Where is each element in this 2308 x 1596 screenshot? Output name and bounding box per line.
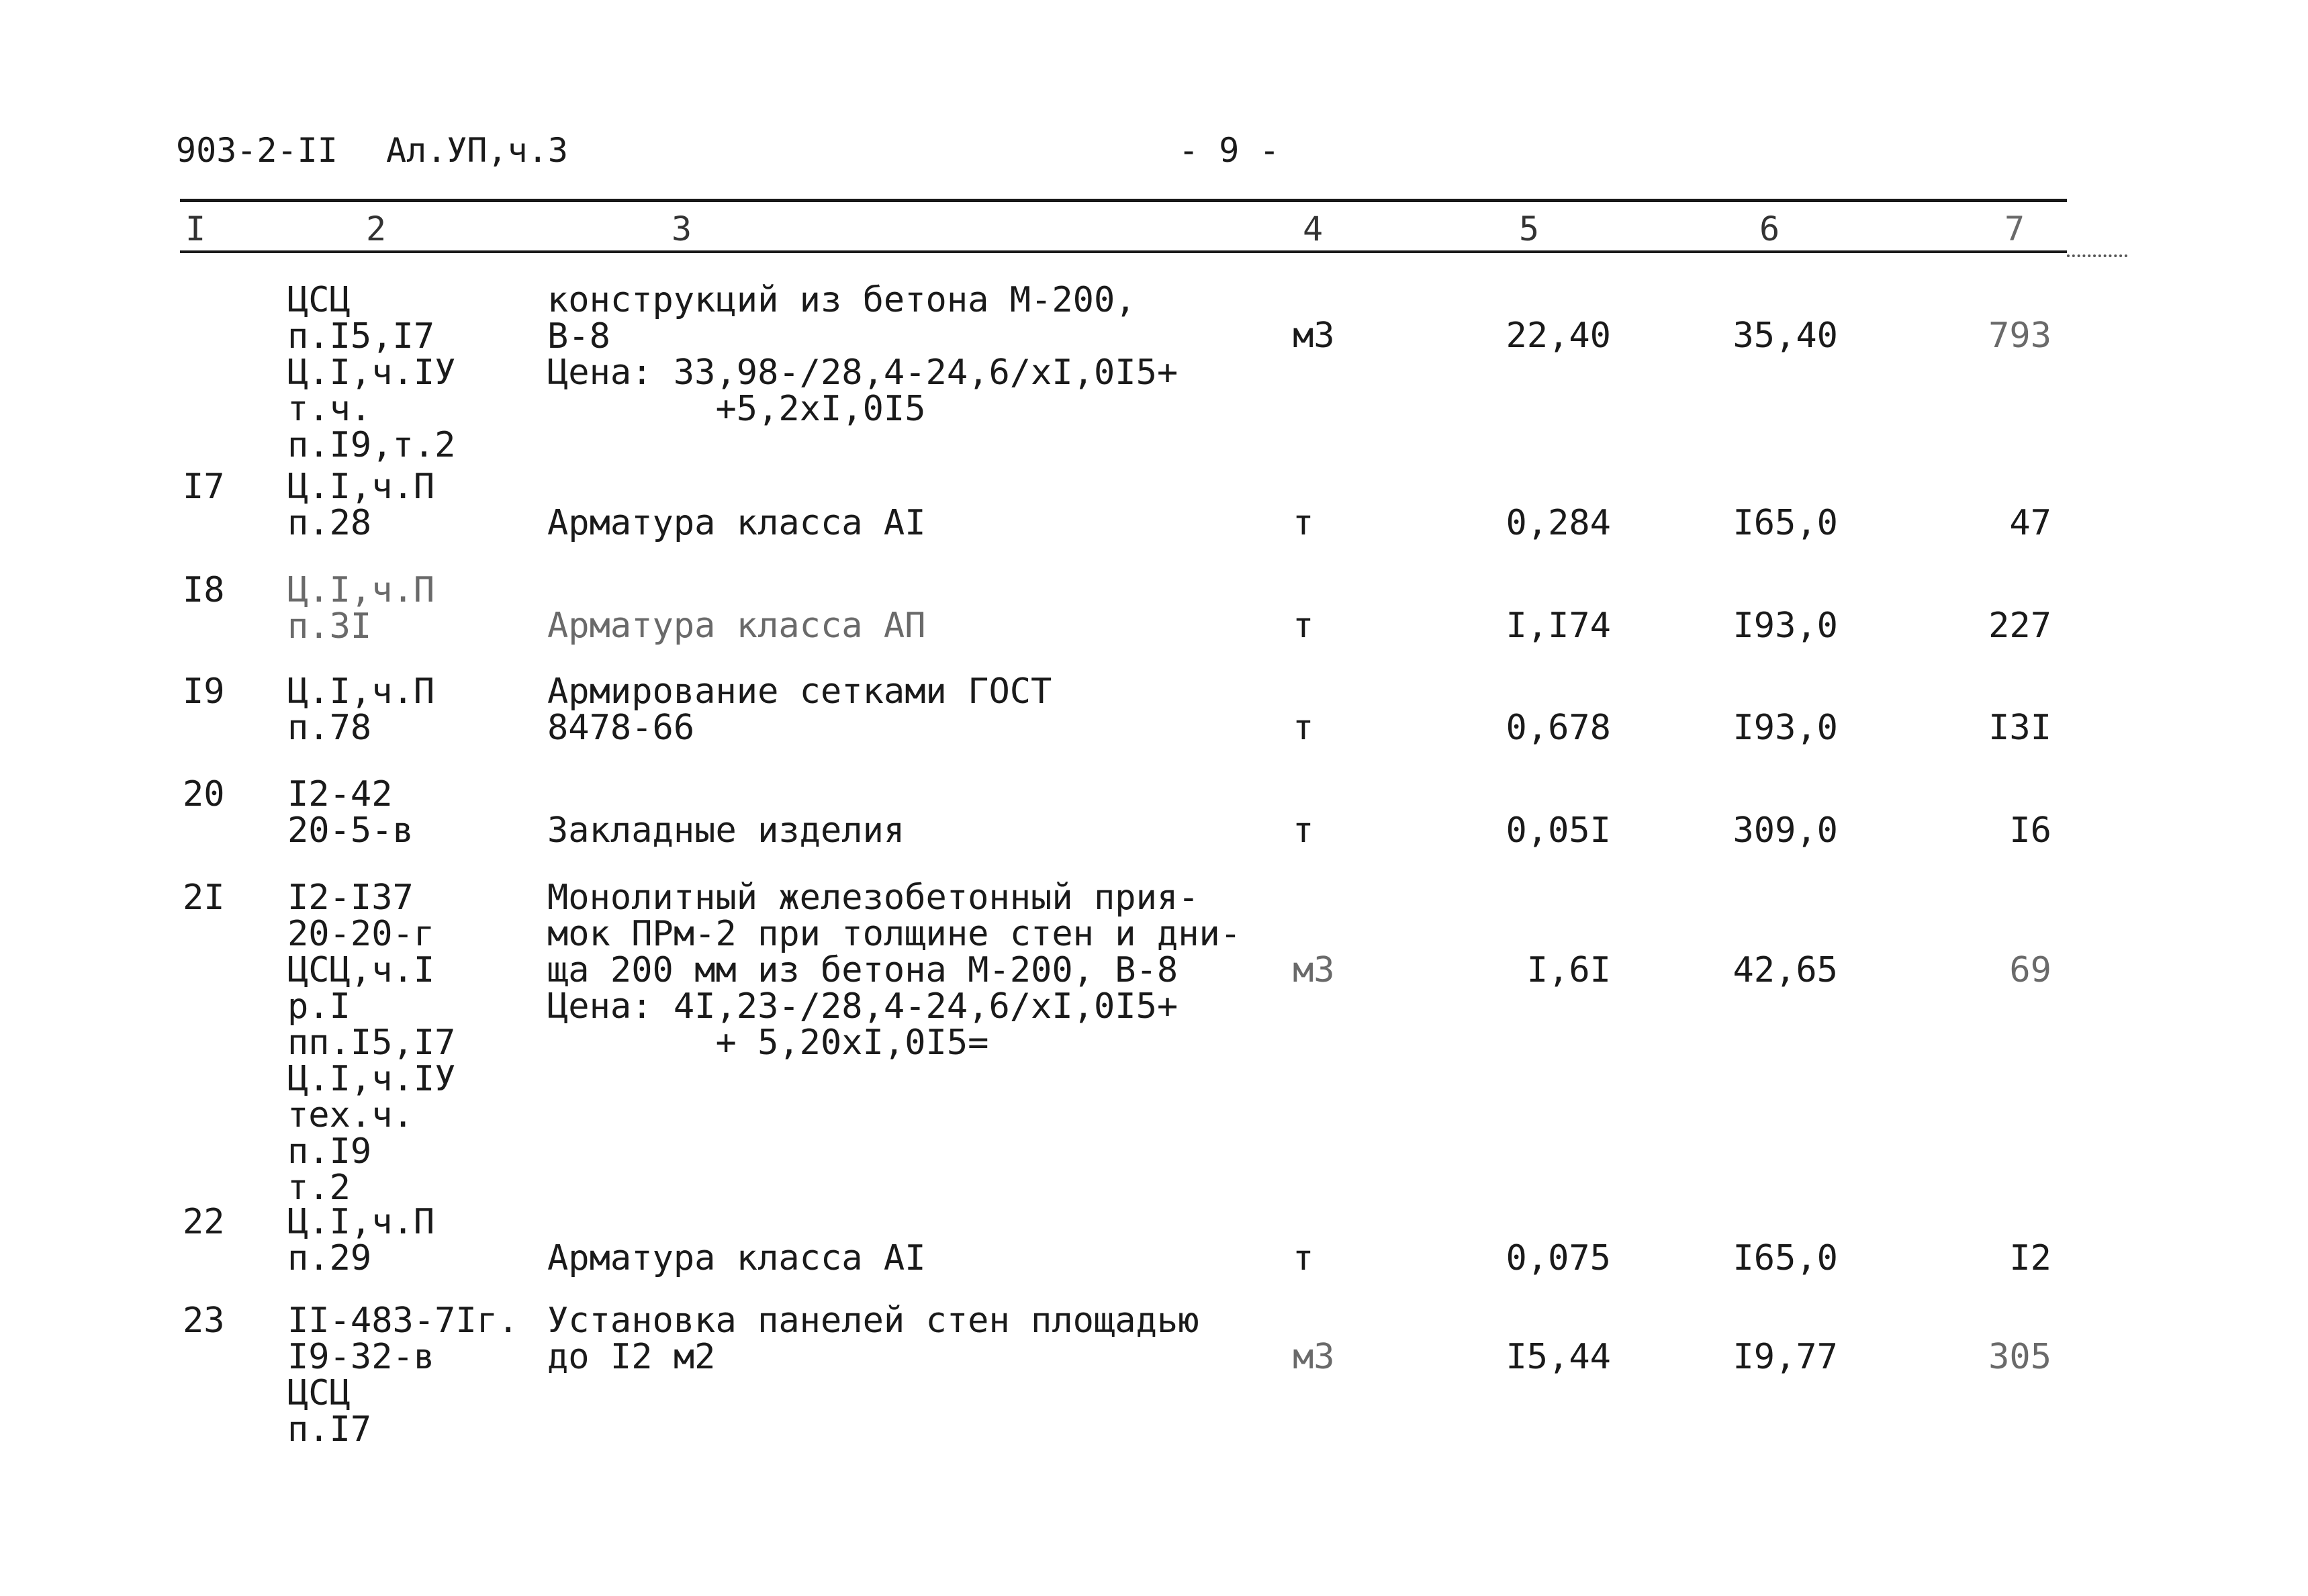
page-number: - 9 -: [1179, 131, 1280, 170]
row-unit: м3: [1293, 950, 1335, 990]
row-quantity: 0,284: [1506, 503, 1611, 543]
row-description: Установка панелей стен площадью до I2 м2: [547, 1301, 1199, 1377]
row-total: 793: [1988, 316, 2051, 356]
row-unit: т: [1293, 503, 1314, 543]
row-unit-price: I93,0: [1733, 708, 1838, 748]
row-quantity: I,I74: [1506, 606, 1611, 646]
row-unit-price: I9,77: [1733, 1337, 1838, 1377]
column-number-5: 5: [1519, 209, 1540, 248]
row-description: Арматура класса АП: [547, 606, 926, 646]
row-reference: Ц.I,ч.П п.29: [287, 1202, 435, 1278]
row-unit-price: I65,0: [1733, 1238, 1838, 1278]
row-unit-price: I65,0: [1733, 503, 1838, 543]
column-number-4: 4: [1303, 209, 1324, 248]
row-description: Арматура класса АI: [547, 1238, 926, 1278]
row-reference: ЦСЦ п.I5,I7 Ц.I,ч.IУ т.ч. п.I9,т.2: [287, 280, 456, 465]
row-unit: т: [1293, 1238, 1314, 1278]
row-description: конструкций из бетона М-200, В-8 Цена: 33,98-/28,4-24,6/хI,0I5+ +5,2хI,0I5: [547, 280, 1179, 429]
row-number: I9: [183, 671, 225, 712]
row-total: I2: [2009, 1238, 2051, 1278]
row-unit: м3: [1293, 316, 1335, 356]
row-quantity: I5,44: [1506, 1337, 1611, 1377]
row-reference: II-483-7Iг. I9-32-в ЦСЦ п.I7: [287, 1301, 519, 1450]
document-sheet: Ал.УП,ч.3: [386, 131, 568, 170]
table-top-rule: [180, 199, 2067, 202]
row-number: I8: [183, 570, 225, 610]
row-description: Армирование сетками ГОСТ 8478-66: [547, 671, 1052, 748]
header-separator-tail: [2067, 254, 2127, 257]
row-reference: I2-I37 20-20-г ЦСЦ,ч.I р.I пп.I5,I7 Ц.I,ч.IУ тех.ч. п.I9 т.2: [287, 878, 456, 1208]
row-total: I3I: [1988, 708, 2051, 748]
row-number: 2I: [183, 878, 225, 918]
row-total: 69: [2009, 950, 2051, 990]
row-reference: Ц.I,ч.П п.28: [287, 467, 435, 543]
row-unit: т: [1293, 810, 1314, 851]
row-unit-price: I93,0: [1733, 606, 1838, 646]
row-reference: Ц.I,ч.П п.78: [287, 671, 435, 748]
column-number-7: 7: [2004, 209, 2025, 248]
row-quantity: 0,05I: [1506, 810, 1611, 851]
row-unit-price: 42,65: [1733, 950, 1838, 990]
row-total: 305: [1988, 1337, 2051, 1377]
row-description: Монолитный железобетонный прия- мок ПРм-2 при толщине стен и дни- ща 200 мм из бетона М-200, В-8 Цена: 4I,23-/28,4-24,6/хI,0I5+ + 5,20хI,0I5=: [547, 878, 1242, 1063]
row-total: 47: [2009, 503, 2051, 543]
row-description: Закладные изделия: [547, 810, 905, 851]
column-number-2: 2: [366, 209, 387, 248]
row-number: 22: [183, 1202, 225, 1242]
header-separator-rule: [180, 250, 2067, 253]
row-total: I6: [2009, 810, 2051, 851]
row-quantity: 0,075: [1506, 1238, 1611, 1278]
row-quantity: I,6I: [1526, 950, 1611, 990]
row-number: 23: [183, 1301, 225, 1341]
column-number-6: 6: [1759, 209, 1780, 248]
row-unit: т: [1293, 606, 1314, 646]
row-total: 227: [1988, 606, 2051, 646]
row-reference: I2-42 20-5-в: [287, 774, 414, 851]
row-quantity: 0,678: [1506, 708, 1611, 748]
document-code: 903-2-II: [176, 131, 338, 170]
row-description: Арматура класса АI: [547, 503, 926, 543]
row-unit-price: 309,0: [1733, 810, 1838, 851]
row-unit-price: 35,40: [1733, 316, 1838, 356]
row-quantity: 22,40: [1506, 316, 1611, 356]
row-reference: Ц.I,ч.П п.3I: [287, 570, 435, 647]
column-number-3: 3: [672, 209, 692, 248]
row-unit: т: [1293, 708, 1314, 748]
row-unit: м3: [1293, 1337, 1335, 1377]
column-number-1: I: [185, 209, 206, 248]
row-number: I7: [183, 467, 225, 507]
row-number: 20: [183, 774, 225, 814]
